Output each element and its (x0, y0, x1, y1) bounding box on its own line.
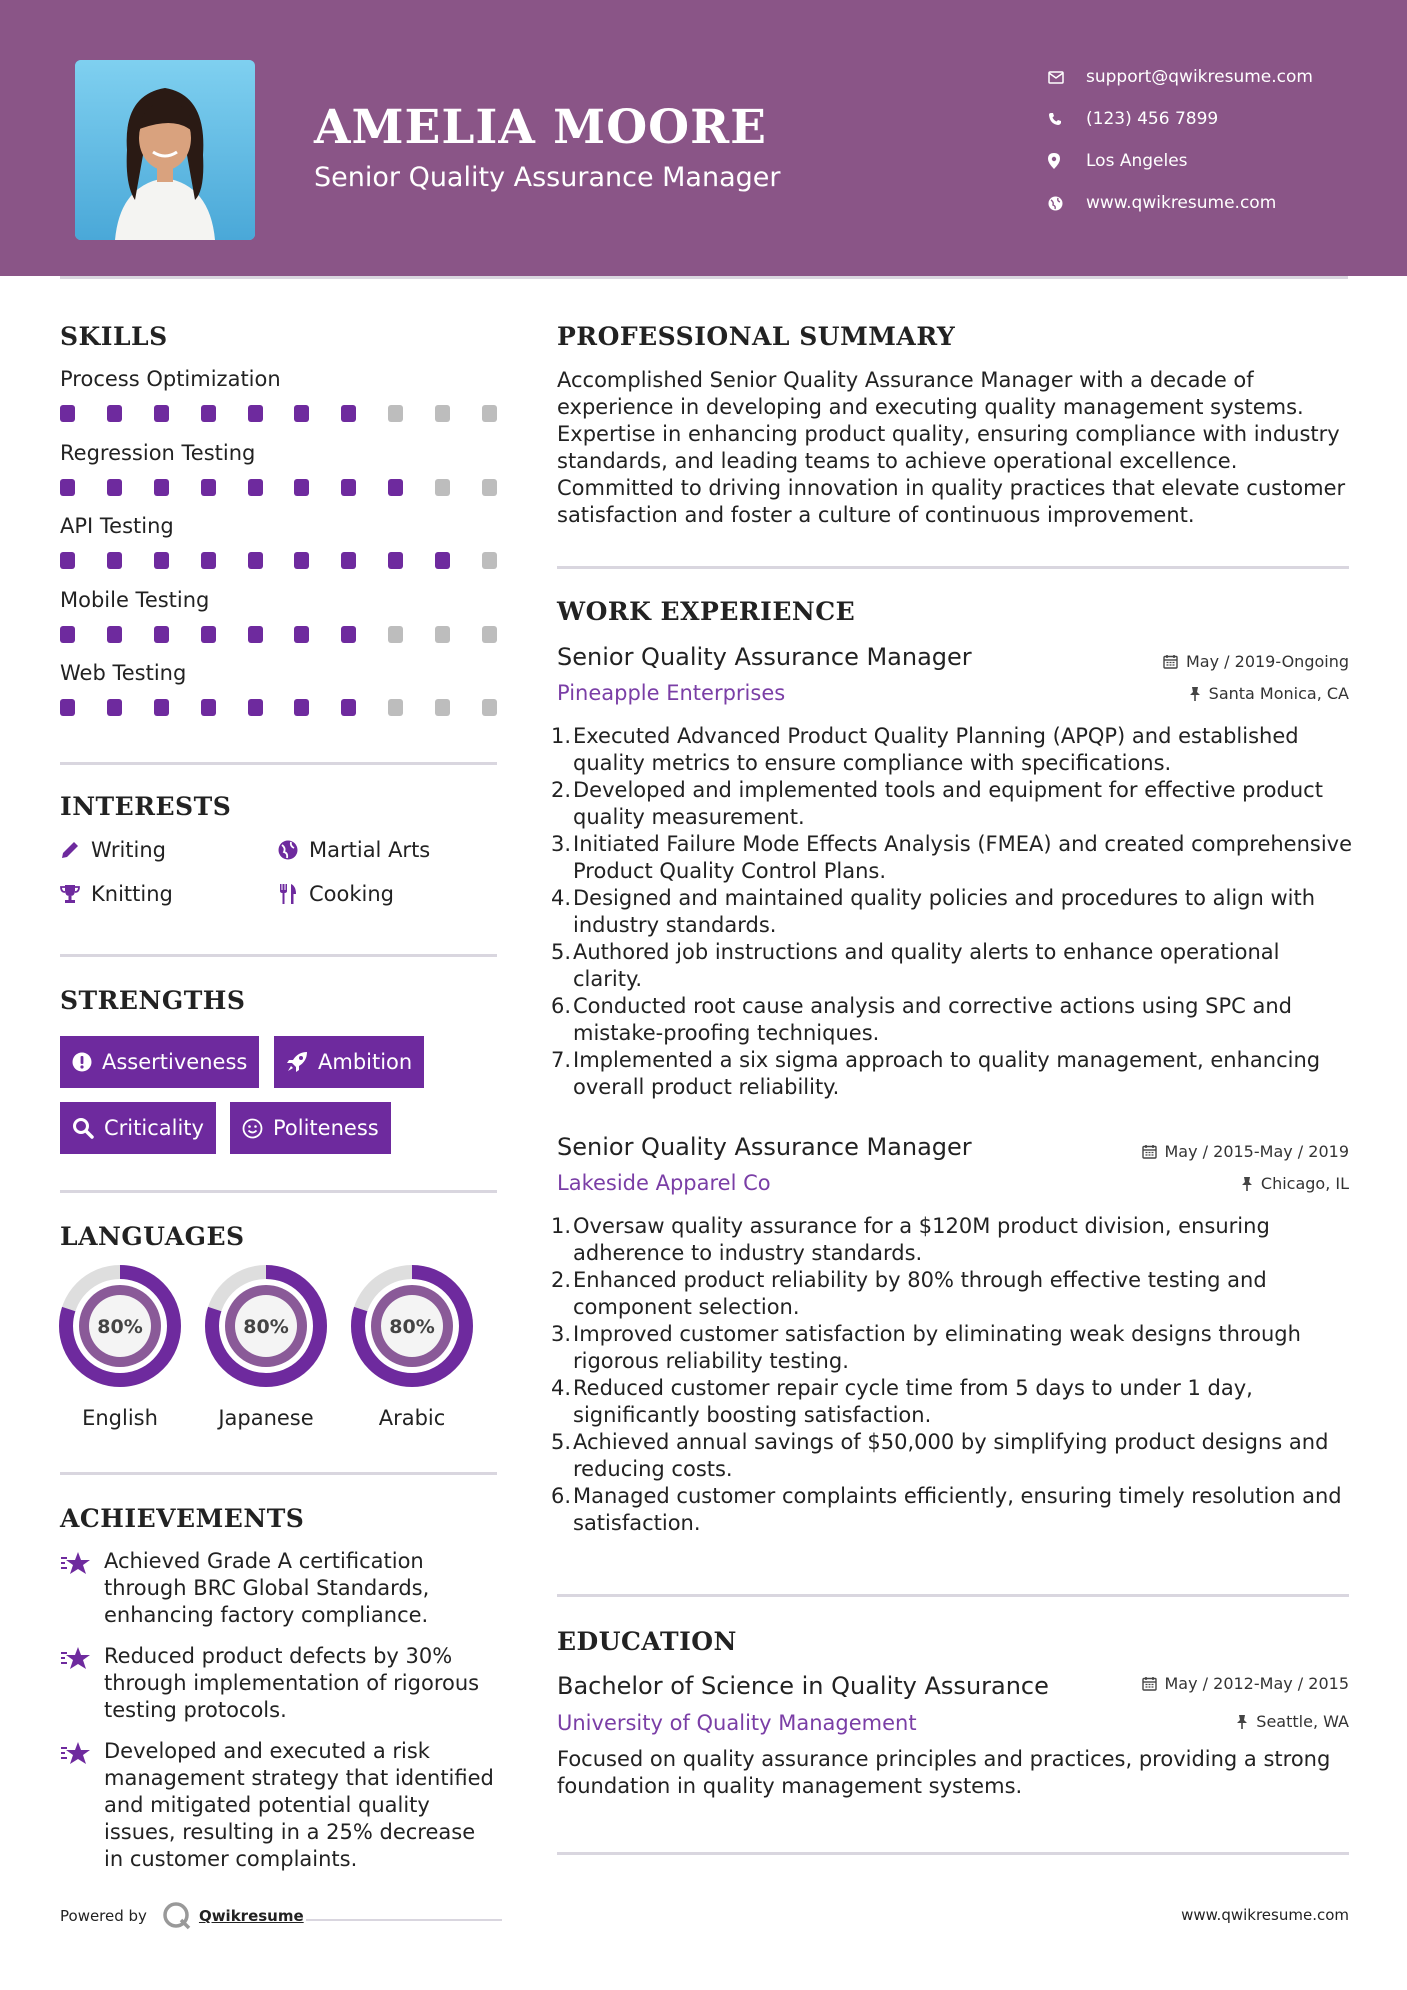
job-date: May / 2019-Ongoing (1163, 652, 1349, 671)
skill-rating-dot (341, 405, 356, 422)
list-text: Oversaw quality assurance for a $120M product division, ensuring adherence to industry standards. (573, 1214, 1270, 1265)
skill-rating (60, 699, 497, 716)
language-name: English (82, 1406, 158, 1430)
skill-rating-dot (482, 552, 497, 569)
skill-rating-dot (341, 626, 356, 643)
summary-text: Accomplished Senior Quality Assurance Manager with a decade of experience in developing and executing quality management systems. Expertise in enhancing product quality, ensuring compliance with industry standards, and leading teams to achieve operational excellence. Committed to driving innovation in quality practices that elevate customer satisfaction and foster a culture of continuous improvement. (557, 368, 1346, 527)
skill-rating-dot (60, 699, 75, 716)
education-date: May / 2012-May / 2015 (1142, 1674, 1350, 1693)
profile-photo (75, 60, 255, 240)
skill-rating-dot (154, 552, 169, 569)
qwikresume-logo-icon (161, 1900, 193, 1932)
list-item (551, 939, 1355, 993)
skill-name: Process Optimization (60, 367, 281, 391)
smile-icon (242, 1118, 263, 1139)
language-item (58, 1264, 182, 1430)
education-heading: EDUCATION (557, 1627, 737, 1656)
skill-rating-dot (201, 699, 216, 716)
footer-powered-by: Powered by Qwikresume (60, 1900, 502, 1932)
list-item (551, 723, 1355, 777)
skill-rating-dot (435, 699, 450, 716)
list-text: Authored job instructions and quality alerts to enhance operational clarity. (573, 940, 1280, 991)
interest-cooking: Cooking (278, 882, 394, 906)
list-item (551, 1213, 1355, 1267)
list-number: 5. (551, 940, 572, 964)
strength-assertiveness: Assertiveness (60, 1036, 259, 1088)
skill-rating-dot (482, 626, 497, 643)
list-text: Conducted root cause analysis and corrective actions using SPC and mistake-proofing techniques. (573, 994, 1292, 1045)
list-text: Developed and implemented tools and equipment for effective product quality measurement. (573, 778, 1323, 829)
achievement-item: Reduced product defects by 30% through implementation of rigorous testing protocols. (60, 1643, 500, 1724)
skill-rating-dot (482, 699, 497, 716)
phone-icon (1048, 112, 1086, 126)
candidate-name: AMELIA MOORE (314, 100, 767, 155)
skill-rating-dot (294, 699, 309, 716)
skill-rating (60, 479, 497, 496)
footer-line (306, 1919, 502, 1921)
globe-icon (1048, 196, 1086, 211)
skill-rating-dot (201, 479, 216, 496)
list-item (551, 1267, 1355, 1321)
job-bullets (551, 723, 1355, 1101)
trophy-icon (60, 884, 80, 904)
skill-rating-dot (435, 552, 450, 569)
list-number: 2. (551, 778, 572, 802)
list-item (551, 1321, 1355, 1375)
contact-info (1048, 56, 1313, 224)
interests-heading: INTERESTS (60, 792, 232, 821)
section-divider (557, 566, 1349, 569)
skill-item (60, 441, 500, 496)
strength-politeness: Politeness (230, 1102, 391, 1154)
pencil-icon (60, 840, 80, 860)
skill-rating-dot (154, 479, 169, 496)
list-number: 3. (551, 832, 572, 856)
skill-item (60, 514, 500, 569)
list-item (551, 885, 1355, 939)
language-percent: 80% (243, 1316, 289, 1338)
list-text: Achieved annual savings of $50,000 by simplifying product designs and reducing costs. (573, 1430, 1329, 1481)
list-item (551, 777, 1355, 831)
skill-rating (60, 626, 497, 643)
list-text: Enhanced product reliability by 80% through effective testing and component selection. (573, 1268, 1267, 1319)
education-school[interactable]: University of Quality Management (557, 1711, 917, 1735)
skill-rating-dot (154, 405, 169, 422)
languages-heading: LANGUAGES (60, 1222, 245, 1251)
list-item (551, 1483, 1355, 1537)
skill-rating-dot (388, 479, 403, 496)
education-description: Focused on quality assurance principles and practices, providing a strong foundation in quality management systems. (557, 1747, 1331, 1798)
summary-heading: PROFESSIONAL SUMMARY (557, 322, 956, 351)
skill-rating-dot (107, 552, 122, 569)
calendar-icon (1142, 1676, 1157, 1691)
calendar-icon (1142, 1144, 1157, 1159)
list-text: Implemented a six sigma approach to quality management, enhancing overall product reliability. (573, 1048, 1321, 1099)
list-number: 4. (551, 1376, 572, 1400)
skill-rating-dot (294, 626, 309, 643)
skill-rating-dot (388, 552, 403, 569)
search-icon (72, 1117, 94, 1139)
list-number: 5. (551, 1430, 572, 1454)
list-text: Reduced customer repair cycle time from 5 days to under 1 day, significantly boosting satisfaction. (573, 1376, 1253, 1427)
contact-website[interactable]: www.qwikresume.com (1048, 182, 1313, 224)
contact-email[interactable]: support@qwikresume.com (1048, 56, 1313, 98)
map-pin-icon (1048, 153, 1086, 169)
language-percent: 80% (389, 1316, 435, 1338)
language-percent: 80% (97, 1316, 143, 1338)
list-text: Initiated Failure Mode Effects Analysis (FMEA) and created comprehensive Product Quality Control Plans. (573, 832, 1353, 883)
skill-rating-dot (482, 479, 497, 496)
list-text: Improved customer satisfaction by eliminating weak designs through rigorous reliability testing. (573, 1322, 1301, 1373)
envelope-icon (1048, 71, 1086, 84)
section-divider (557, 1852, 1349, 1855)
skill-name: API Testing (60, 514, 174, 538)
list-number: 1. (551, 724, 572, 748)
skill-rating-dot (201, 552, 216, 569)
contact-phone[interactable]: (123) 456 7899 (1048, 98, 1313, 140)
section-divider (60, 1472, 497, 1475)
globe-icon (278, 840, 298, 860)
job-bullets (551, 1213, 1355, 1537)
skill-item (60, 661, 500, 716)
strength-ambition: Ambition (274, 1036, 424, 1088)
strengths-heading: STRENGTHS (60, 986, 246, 1015)
candidate-title: Senior Quality Assurance Manager (314, 162, 781, 193)
skill-rating-dot (201, 405, 216, 422)
skill-rating-dot (388, 699, 403, 716)
star-icon (60, 1738, 104, 1873)
list-item (551, 1375, 1355, 1429)
section-divider (60, 762, 497, 765)
section-divider (60, 954, 497, 957)
achievement-item: Achieved Grade A certification through BRC Global Standards, enhancing factory compliance. (60, 1548, 500, 1629)
strength-criticality: Criticality (60, 1102, 216, 1154)
skill-rating-dot (435, 405, 450, 422)
skill-rating-dot (60, 626, 75, 643)
job-company[interactable]: Lakeside Apparel Co (557, 1171, 771, 1195)
list-item (551, 1429, 1355, 1483)
skill-item (60, 588, 500, 643)
interest-writing: Writing (60, 838, 166, 862)
list-number: 2. (551, 1268, 572, 1292)
star-icon (60, 1643, 104, 1724)
skill-rating-dot (482, 405, 497, 422)
skill-rating-dot (201, 626, 216, 643)
utensils-icon (278, 883, 298, 905)
skill-rating-dot (60, 479, 75, 496)
achievements-heading: ACHIEVEMENTS (60, 1504, 305, 1533)
list-text: Executed Advanced Product Quality Planning (APQP) and established quality metrics to ensure compliance with specifications. (573, 724, 1299, 775)
skill-rating-dot (107, 405, 122, 422)
list-number: 6. (551, 1484, 572, 1508)
skill-rating-dot (248, 552, 263, 569)
pushpin-icon (1189, 686, 1201, 701)
achievement-item: Developed and executed a risk management strategy that identified and mitigated potential quality issues, resulting in a 25% decrease in customer complaints. (60, 1738, 500, 1873)
footer-website[interactable]: www.qwikresume.com (1181, 1906, 1349, 1924)
skill-rating-dot (294, 552, 309, 569)
language-ring (58, 1264, 182, 1388)
language-item (204, 1264, 328, 1430)
skill-rating-dot (341, 552, 356, 569)
interest-martial-arts: Martial Arts (278, 838, 430, 862)
resume-header (0, 0, 1407, 276)
skill-rating-dot (248, 626, 263, 643)
list-number: 7. (551, 1048, 572, 1072)
language-ring (204, 1264, 328, 1388)
skill-rating-dot (154, 626, 169, 643)
skill-rating (60, 405, 497, 422)
skill-rating (60, 552, 497, 569)
job-location: Chicago, IL (1241, 1174, 1349, 1193)
contact-location: Los Angeles (1048, 140, 1313, 182)
skill-rating-dot (341, 699, 356, 716)
skill-rating-dot (107, 626, 122, 643)
education-degree: Bachelor of Science in Quality Assurance (557, 1672, 1049, 1700)
language-ring (350, 1264, 474, 1388)
skills-heading: SKILLS (60, 322, 168, 351)
language-item (350, 1264, 474, 1430)
header-divider (60, 276, 1348, 279)
calendar-icon (1163, 654, 1178, 669)
skill-rating-dot (294, 479, 309, 496)
list-item (551, 831, 1355, 885)
experience-heading: WORK EXPERIENCE (557, 597, 856, 626)
language-name: Japanese (218, 1406, 314, 1430)
job-location: Santa Monica, CA (1189, 684, 1349, 703)
pushpin-icon (1236, 1714, 1248, 1729)
skill-rating-dot (154, 699, 169, 716)
skill-name: Web Testing (60, 661, 187, 685)
skill-rating-dot (294, 405, 309, 422)
rocket-icon (286, 1051, 308, 1073)
skill-rating-dot (60, 552, 75, 569)
skill-rating-dot (435, 626, 450, 643)
list-number: 6. (551, 994, 572, 1018)
list-text: Designed and maintained quality policies and procedures to align with industry standards. (573, 886, 1316, 937)
section-divider (557, 1594, 1349, 1597)
skill-rating-dot (107, 699, 122, 716)
skill-name: Regression Testing (60, 440, 256, 465)
exclamation-icon (72, 1052, 92, 1072)
list-number: 4. (551, 886, 572, 910)
skill-rating-dot (60, 405, 75, 422)
pushpin-icon (1241, 1176, 1253, 1191)
skill-name: Mobile Testing (60, 587, 210, 612)
star-icon (60, 1548, 104, 1629)
skill-rating-dot (435, 479, 450, 496)
skill-item (60, 367, 500, 422)
section-divider (60, 1190, 497, 1193)
list-item (551, 1047, 1355, 1101)
interest-knitting: Knitting (60, 882, 173, 906)
language-name: Arabic (378, 1406, 446, 1430)
skill-rating-dot (248, 699, 263, 716)
skill-rating-dot (341, 479, 356, 496)
skill-rating-dot (248, 405, 263, 422)
list-number: 1. (551, 1214, 572, 1238)
skill-rating-dot (107, 479, 122, 496)
job-date: May / 2015-May / 2019 (1142, 1142, 1350, 1161)
job-company[interactable]: Pineapple Enterprises (557, 681, 786, 705)
list-item (551, 993, 1355, 1047)
education-location: Seattle, WA (1236, 1712, 1349, 1731)
job-title: Senior Quality Assurance Manager (557, 643, 972, 671)
skill-rating-dot (248, 479, 263, 496)
list-text: Managed customer complaints efficiently, ensuring timely resolution and satisfaction. (573, 1484, 1342, 1535)
footer-brand-link[interactable]: Qwikresume (198, 1907, 304, 1925)
list-number: 3. (551, 1322, 572, 1346)
job-title: Senior Quality Assurance Manager (557, 1133, 972, 1161)
skill-rating-dot (388, 405, 403, 422)
skill-rating-dot (388, 626, 403, 643)
